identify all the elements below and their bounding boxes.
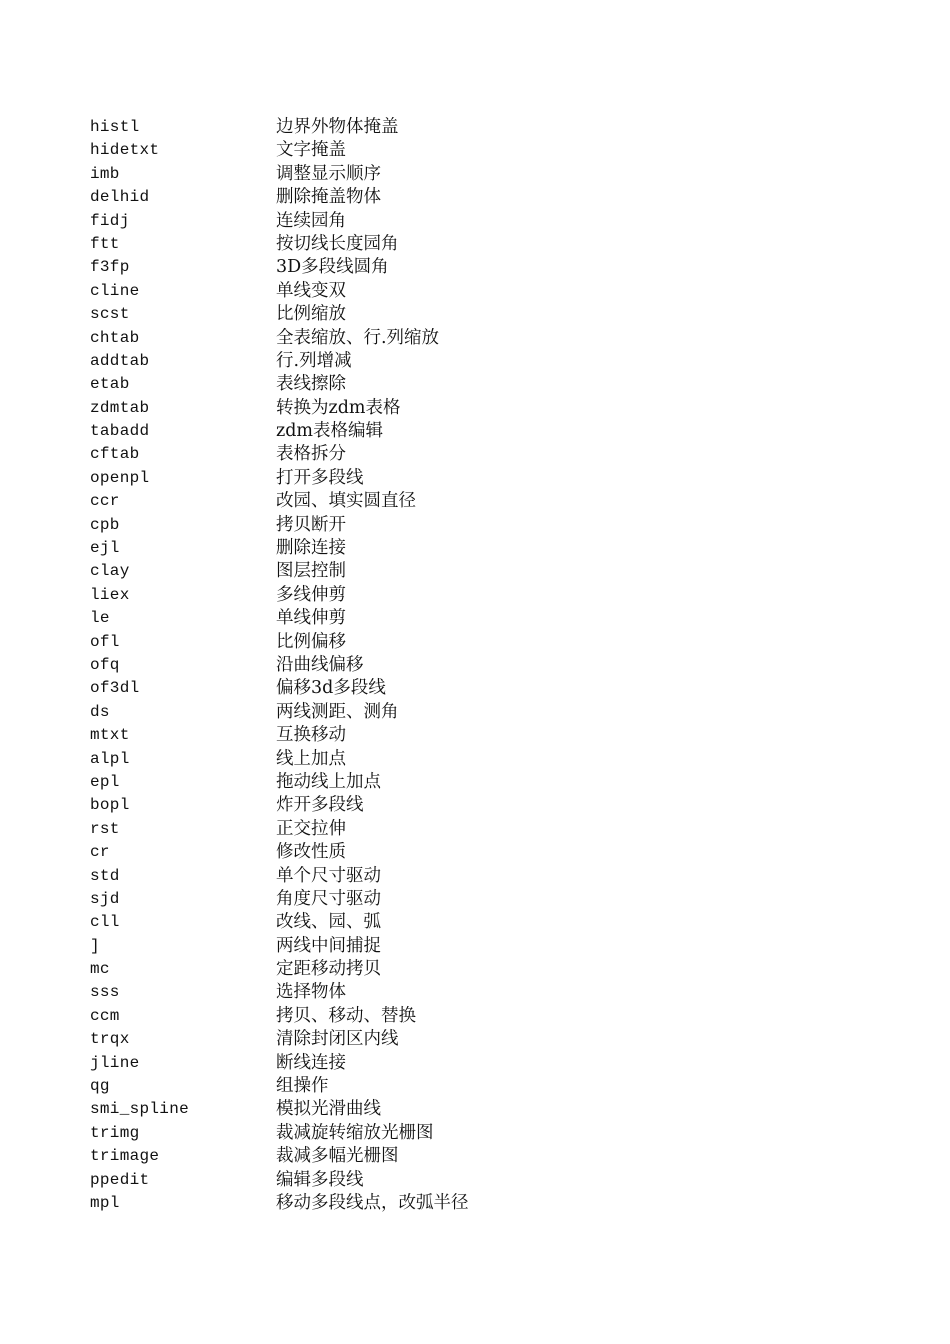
command-name: qg bbox=[90, 1077, 110, 1096]
command-name: mtxt bbox=[90, 726, 130, 745]
command-description: 改园、填实圆直径 bbox=[276, 491, 416, 512]
command-description: 移动多段线点，改弧半径 bbox=[276, 1192, 469, 1213]
command-description: 裁减多幅光栅图 bbox=[276, 1146, 399, 1167]
command-description: 断线连接 bbox=[276, 1052, 346, 1073]
command-row bbox=[90, 1075, 469, 1098]
command-name: ofl bbox=[90, 632, 120, 651]
command-name: ccr bbox=[90, 492, 120, 511]
command-description: 清除封闭区内线 bbox=[276, 1029, 399, 1050]
command-name: f3fp bbox=[90, 258, 130, 277]
command-name: bopl bbox=[90, 796, 130, 815]
command-name: hidetxt bbox=[90, 141, 160, 160]
command-name: trimage bbox=[90, 1147, 160, 1166]
command-row bbox=[90, 631, 469, 654]
command-name: alpl bbox=[90, 749, 130, 768]
command-name: openpl bbox=[90, 468, 150, 487]
command-name: tabadd bbox=[90, 422, 150, 441]
command-name: sss bbox=[90, 983, 120, 1002]
command-name: fidj bbox=[90, 211, 130, 230]
command-description: 修改性质 bbox=[276, 842, 346, 863]
command-name: ds bbox=[90, 702, 110, 721]
command-description: 比例偏移 bbox=[276, 631, 346, 652]
command-name: smi_spline bbox=[90, 1100, 190, 1119]
command-row bbox=[90, 280, 469, 303]
command-row bbox=[90, 116, 469, 139]
command-row bbox=[90, 981, 469, 1004]
command-name: mc bbox=[90, 960, 110, 979]
command-description: 定距移动拷贝 bbox=[276, 959, 381, 980]
command-name: cline bbox=[90, 281, 140, 300]
command-row bbox=[90, 607, 469, 630]
command-description: 3D多段线圆角 bbox=[276, 257, 389, 278]
command-row bbox=[90, 514, 469, 537]
command-row bbox=[90, 139, 469, 162]
command-description: 拖动线上加点 bbox=[276, 771, 381, 792]
command-description: 两线测距、测角 bbox=[276, 701, 399, 722]
command-row bbox=[90, 935, 469, 958]
command-description: 炸开多段线 bbox=[276, 795, 364, 816]
command-description: 沿曲线偏移 bbox=[276, 654, 364, 675]
command-name: zdmtab bbox=[90, 398, 150, 417]
command-description: 线上加点 bbox=[276, 748, 346, 769]
command-description: 调整显示顺序 bbox=[276, 163, 381, 184]
command-name: mpl bbox=[90, 1193, 120, 1212]
command-description: 选择物体 bbox=[276, 982, 346, 1003]
command-row bbox=[90, 865, 469, 888]
command-description: 比例缩放 bbox=[276, 304, 346, 325]
command-description: 偏移3d多段线 bbox=[276, 678, 386, 699]
command-name: ftt bbox=[90, 234, 120, 253]
command-row bbox=[90, 1028, 469, 1051]
command-description: 多线伸剪 bbox=[276, 584, 346, 605]
command-name: std bbox=[90, 866, 120, 885]
command-description: 删除连接 bbox=[276, 538, 346, 559]
command-description: 删除掩盖物体 bbox=[276, 187, 381, 208]
command-name: clay bbox=[90, 562, 130, 581]
command-name: le bbox=[90, 609, 110, 628]
command-row bbox=[90, 350, 469, 373]
command-description: 图层控制 bbox=[276, 561, 346, 582]
command-name: liex bbox=[90, 585, 130, 604]
command-description: 表格拆分 bbox=[276, 444, 346, 465]
command-name: ccm bbox=[90, 1006, 120, 1025]
command-description: 裁减旋转缩放光栅图 bbox=[276, 1122, 434, 1143]
command-row bbox=[90, 467, 469, 490]
command-row bbox=[90, 537, 469, 560]
command-row bbox=[90, 560, 469, 583]
command-name: rst bbox=[90, 819, 120, 838]
command-description: 表线擦除 bbox=[276, 374, 346, 395]
command-description: 互换移动 bbox=[276, 725, 346, 746]
command-name: jline bbox=[90, 1053, 140, 1072]
command-name: imb bbox=[90, 164, 120, 183]
command-description: 行.列增减 bbox=[276, 350, 352, 371]
command-row bbox=[90, 373, 469, 396]
command-description: 全表缩放、行.列缩放 bbox=[276, 327, 440, 348]
command-description: 连续园角 bbox=[276, 210, 346, 231]
command-description: 转换为zdm表格 bbox=[276, 397, 401, 418]
command-row bbox=[90, 490, 469, 513]
command-row bbox=[90, 1052, 469, 1075]
command-name: delhid bbox=[90, 188, 150, 207]
command-name: sjd bbox=[90, 889, 120, 908]
command-description: 编辑多段线 bbox=[276, 1169, 364, 1190]
command-row bbox=[90, 210, 469, 233]
command-row bbox=[90, 654, 469, 677]
command-description: 两线中间捕捉 bbox=[276, 935, 381, 956]
command-name: trimg bbox=[90, 1123, 140, 1142]
command-name: ] bbox=[90, 936, 100, 955]
command-row bbox=[90, 794, 469, 817]
command-row bbox=[90, 256, 469, 279]
command-description: 文字掩盖 bbox=[276, 140, 346, 161]
command-name: histl bbox=[90, 118, 140, 136]
command-description: 边界外物体掩盖 bbox=[276, 117, 399, 137]
command-description: 打开多段线 bbox=[276, 467, 364, 488]
command-name: etab bbox=[90, 375, 130, 394]
command-row bbox=[90, 841, 469, 864]
command-description: 角度尺寸驱动 bbox=[276, 888, 381, 909]
command-name: ppedit bbox=[90, 1170, 150, 1189]
command-name: cpb bbox=[90, 515, 120, 534]
command-row bbox=[90, 701, 469, 724]
command-description: 单个尺寸驱动 bbox=[276, 865, 381, 886]
command-row bbox=[90, 748, 469, 771]
command-name: ejl bbox=[90, 539, 120, 558]
command-row bbox=[90, 233, 469, 256]
command-name: chtab bbox=[90, 328, 140, 347]
command-description: 拷贝、移动、替换 bbox=[276, 1005, 416, 1026]
command-row bbox=[90, 1192, 469, 1215]
command-row bbox=[90, 1122, 469, 1145]
command-description: 单线伸剪 bbox=[276, 608, 346, 629]
command-row bbox=[90, 771, 469, 794]
command-description: zdm表格编辑 bbox=[276, 421, 384, 442]
command-row bbox=[90, 186, 469, 209]
command-name: of3dl bbox=[90, 679, 140, 698]
command-row bbox=[90, 958, 469, 981]
command-row bbox=[90, 677, 469, 700]
command-name: trqx bbox=[90, 1030, 130, 1049]
command-row bbox=[90, 420, 469, 443]
command-description: 正交拉伸 bbox=[276, 818, 346, 839]
command-row bbox=[90, 1005, 469, 1028]
command-name: scst bbox=[90, 305, 130, 324]
command-row bbox=[90, 888, 469, 911]
command-row bbox=[90, 303, 469, 326]
command-row bbox=[90, 724, 469, 747]
command-row bbox=[90, 1145, 469, 1168]
command-name: addtab bbox=[90, 351, 150, 370]
command-row bbox=[90, 443, 469, 466]
command-name: ofq bbox=[90, 655, 120, 674]
command-row bbox=[90, 163, 469, 186]
command-row bbox=[90, 911, 469, 934]
command-description: 单线变双 bbox=[276, 280, 346, 301]
command-row bbox=[90, 1169, 469, 1192]
command-description: 拷贝断开 bbox=[276, 514, 346, 535]
command-description: 按切线长度园角 bbox=[276, 233, 399, 254]
command-row bbox=[90, 327, 469, 350]
command-list bbox=[90, 116, 469, 1215]
command-row bbox=[90, 584, 469, 607]
command-name: epl bbox=[90, 772, 120, 791]
command-description: 改线、园、弧 bbox=[276, 912, 381, 933]
command-row bbox=[90, 397, 469, 420]
command-description: 模拟光滑曲线 bbox=[276, 1099, 381, 1120]
command-row bbox=[90, 818, 469, 841]
command-name: cll bbox=[90, 913, 120, 932]
command-name: cftab bbox=[90, 445, 140, 464]
command-row bbox=[90, 1098, 469, 1121]
command-description: 组操作 bbox=[276, 1076, 329, 1097]
command-name: cr bbox=[90, 843, 110, 862]
